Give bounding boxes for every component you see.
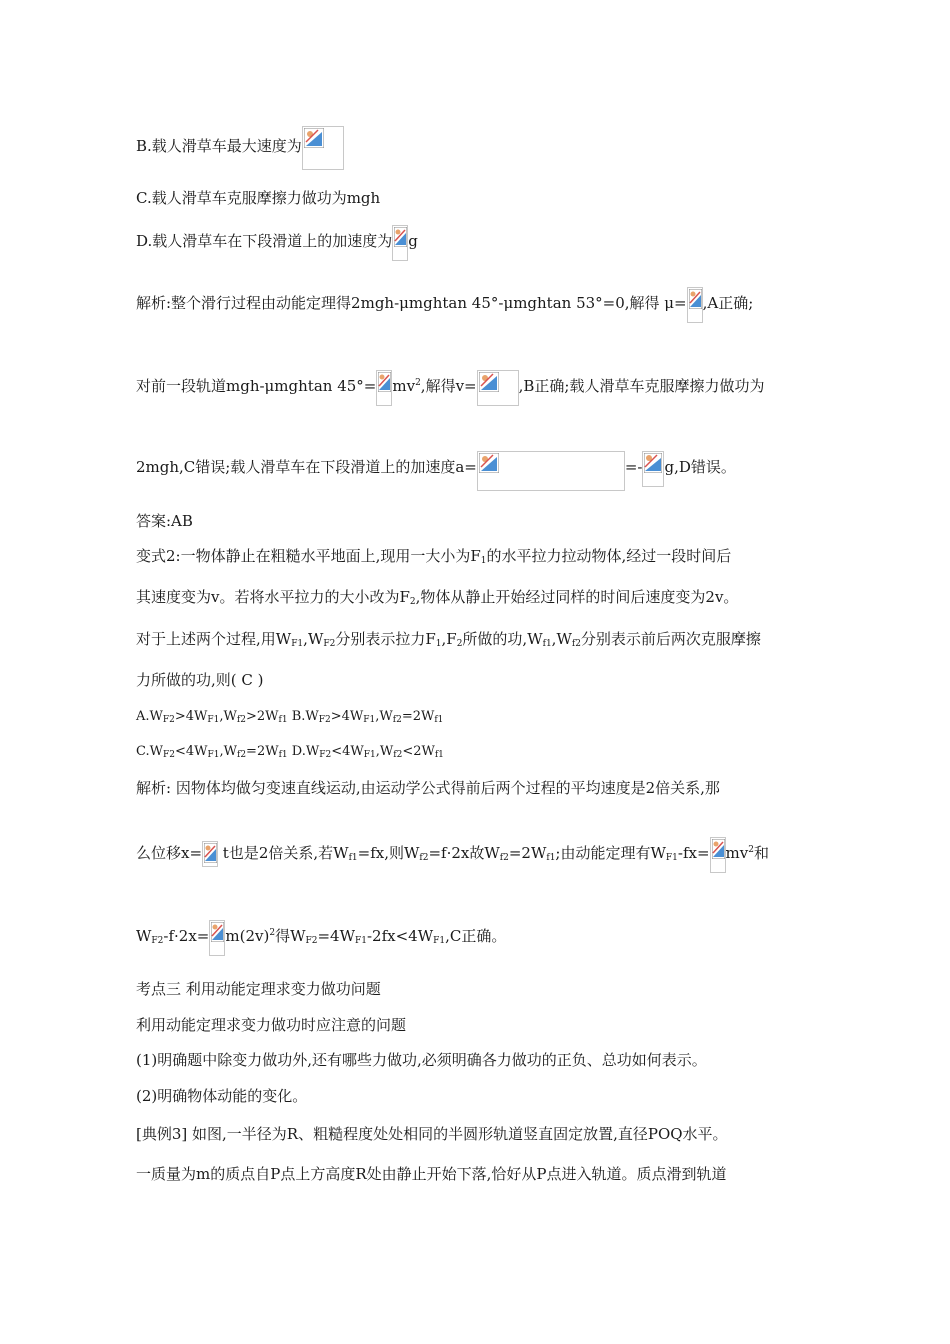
broken-image-icon [302,126,344,170]
variant-2-line-2: 其速度变为v。若将水平拉力的大小改为$F_2$,物体从静止开始经过同样的时间后速度变为2v。 [136,588,739,607]
broken-image-icon [209,920,225,956]
analysis-1-line-3: 2mgh,C错误;载人滑草车在下段滑道上的加速度a= =- g,D错误。 [136,457,736,497]
broken-image-icon [687,287,703,323]
broken-image-icon [642,451,664,487]
answer-1: 答案:AB [136,512,193,530]
section-3-point-2: (2)明确物体动能的变化。 [136,1087,308,1105]
choices-cd: $C.W_{F2}<4W_{F1},W_{f2}=2W_{f1}$ $D.W_{F2}<4W_{F1},W_{f2}<2W_{f1}$ [136,744,444,760]
broken-image-icon [710,837,726,873]
section-3-point-1: (1)明确题中除变力做功外,还有哪些力做功,必须明确各力做功的正负、总功如何表示。 [136,1051,707,1069]
example-3-line-1: [典例3] 如图,一半径为R、粗糙程度处处相同的半圆形轨道竖直固定放置,直径POQ水平。 [136,1125,728,1143]
broken-image-icon [477,451,625,491]
analysis-2-line-3: $W_{F2}-f\cdot 2x=$ $m(2v)^2$得$W_{F2}=4W_{F1}-2fx<4W_{F1},C$正确。 [136,926,506,962]
analysis-2-line-2: 么位移x= t也是2倍关系,若$W_{f1}=fx$,则$W_{f2}=f\cdot 2x$故$W_{f2}=2W_{f1}$;由动能定理有$W_{F1}-fx=$ $mv^2$和 [136,843,769,879]
section-3-title: 考点三 利用动能定理求变力做功问题 [136,980,381,998]
analysis-1-line-2: 对前一段轨道mgh-μmghtan 45°= $mv^2$,解得v= ,B正确;载人滑草车克服摩擦力做功为 [136,376,764,412]
variant-2-line-1: 变式2:一物体静止在粗糙水平地面上,现用一大小为$F_1$的水平拉力拉动物体,经过一段时间后 [136,547,732,566]
analysis-2-line-1: 解析: 因物体均做匀变速直线运动,由运动学公式得前后两个过程的平均速度是2倍关系,那 [136,779,720,797]
broken-image-icon [376,370,392,406]
example-3-line-2: 一质量为m的质点自P点上方高度R处由静止开始下落,恰好从P点进入轨道。质点滑到轨道 [136,1165,727,1183]
broken-image-icon [477,370,519,406]
option-d: D.载人滑草车在下段滑道上的加速度为 g [136,231,418,267]
variant-2-line-3: 对于上述两个过程,用$W_{F1},W_{F2}$分别表示拉力$F_1,F_2$所做的功$,W_{f1},W_{f2}$分别表示前后两次克服摩擦 [136,630,761,649]
broken-image-icon [392,225,408,261]
variant-2-line-4: 力所做的功,则( C ) [136,671,264,689]
analysis-1-line-1: 解析:整个滑行过程由动能定理得2mgh-μmghtan 45°-μmghtan 53°=0,解得 μ= ,A正确; [136,293,753,329]
broken-image-icon [202,841,218,867]
section-3-subtitle: 利用动能定理求变力做功时应注意的问题 [136,1016,407,1034]
option-c: C.载人滑草车克服摩擦力做功为mgh [136,189,381,207]
option-b: B.载人滑草车最大速度为 [136,136,344,180]
choices-ab: $A.W_{F2}>4W_{F1},W_{f2}>2W_{f1}$ $B.W_{F2}>4W_{F1},W_{f2}=2W_{f1}$ [136,709,444,725]
